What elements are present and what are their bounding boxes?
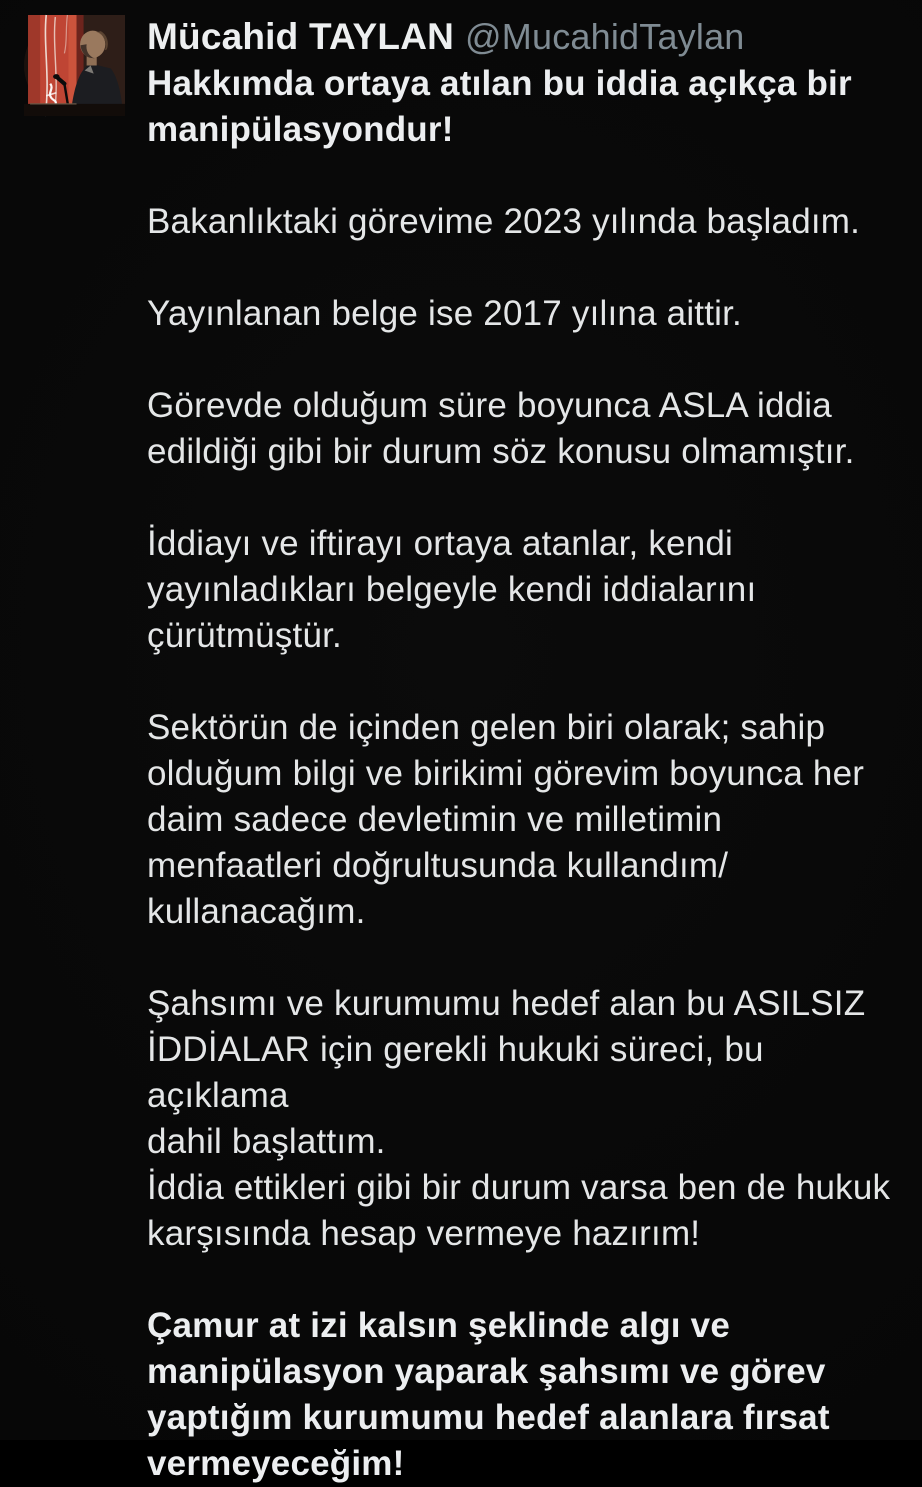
tweet-paragraph — [147, 981, 899, 1257]
tweet-text-line: yayınladıkları belgeyle kendi iddialarını — [147, 570, 757, 609]
tweet-text-line: çürütmüştür. — [147, 616, 342, 655]
tweet-paragraph — [147, 199, 899, 245]
tweet-text-line: Bakanlıktaki görevime 2023 yılında başladım. — [147, 202, 861, 241]
user-handle[interactable]: @MucahidTaylan — [465, 16, 745, 57]
tweet-text-line: manipülasyondur! — [147, 110, 454, 149]
tweet-text-line: yaptığım kurumumu hedef alanlara fırsat — [147, 1398, 830, 1437]
tweet-paragraph — [147, 521, 899, 659]
tweet-text-line: karşısında hesap vermeye hazırım! — [147, 1214, 701, 1253]
tweet-text-line: manipülasyon yaparak şahsımı ve görev — [147, 1352, 826, 1391]
tweet-text-line: olduğum bilgi ve birikimi görevim boyunca her — [147, 754, 865, 793]
tweet-text-line: vermeyeceğim! — [147, 1444, 405, 1483]
tweet-paragraph-intro — [147, 61, 899, 153]
tweet-text-line: daim sadece devletimin ve milletimin — [147, 800, 723, 839]
tweet-paragraph-closing — [147, 1303, 899, 1487]
tweet-text-line: menfaatleri doğrultusunda kullandım/ — [147, 846, 729, 885]
tweet-text-line: kullanacağım. — [147, 892, 366, 931]
avatar[interactable] — [24, 15, 125, 116]
tweet-header — [147, 14, 899, 61]
avatar-photo — [24, 15, 125, 116]
tweet-text-line: edildiği gibi bir durum söz konusu olmamıştır. — [147, 432, 855, 471]
tweet-text-line: İDDİALAR için gerekli hukuki süreci, bu açıklama — [147, 1030, 764, 1115]
tweet-text-line: Görevde olduğum süre boyunca ASLA iddia — [147, 386, 832, 425]
tweet-text-line: İddiayı ve iftirayı ortaya atanlar, kendi — [147, 524, 734, 563]
tweet-text-line: Hakkımda ortaya atılan bu iddia açıkça bir — [147, 64, 852, 103]
tweet-text-line: Yayınlanan belge ise 2017 yılına aittir. — [147, 294, 742, 333]
tweet-text-line: Şahsımı ve kurumumu hedef alan bu ASILSIZ — [147, 984, 866, 1023]
tweet-content — [147, 14, 899, 1487]
tweet-text-line: Sektörün de içinden gelen biri olarak; sahip — [147, 708, 826, 747]
tweet-paragraph — [147, 291, 899, 337]
tweet-text-line: Çamur at izi kalsın şeklinde algı ve — [147, 1306, 730, 1345]
tweet-text-line: İddia ettikleri gibi bir durum varsa ben de hukuk — [147, 1168, 891, 1207]
tweet-text-line: dahil başlattım. — [147, 1122, 386, 1161]
tweet-paragraph — [147, 705, 899, 935]
display-name[interactable]: Mücahid TAYLAN — [147, 16, 455, 57]
tweet-paragraph — [147, 383, 899, 475]
